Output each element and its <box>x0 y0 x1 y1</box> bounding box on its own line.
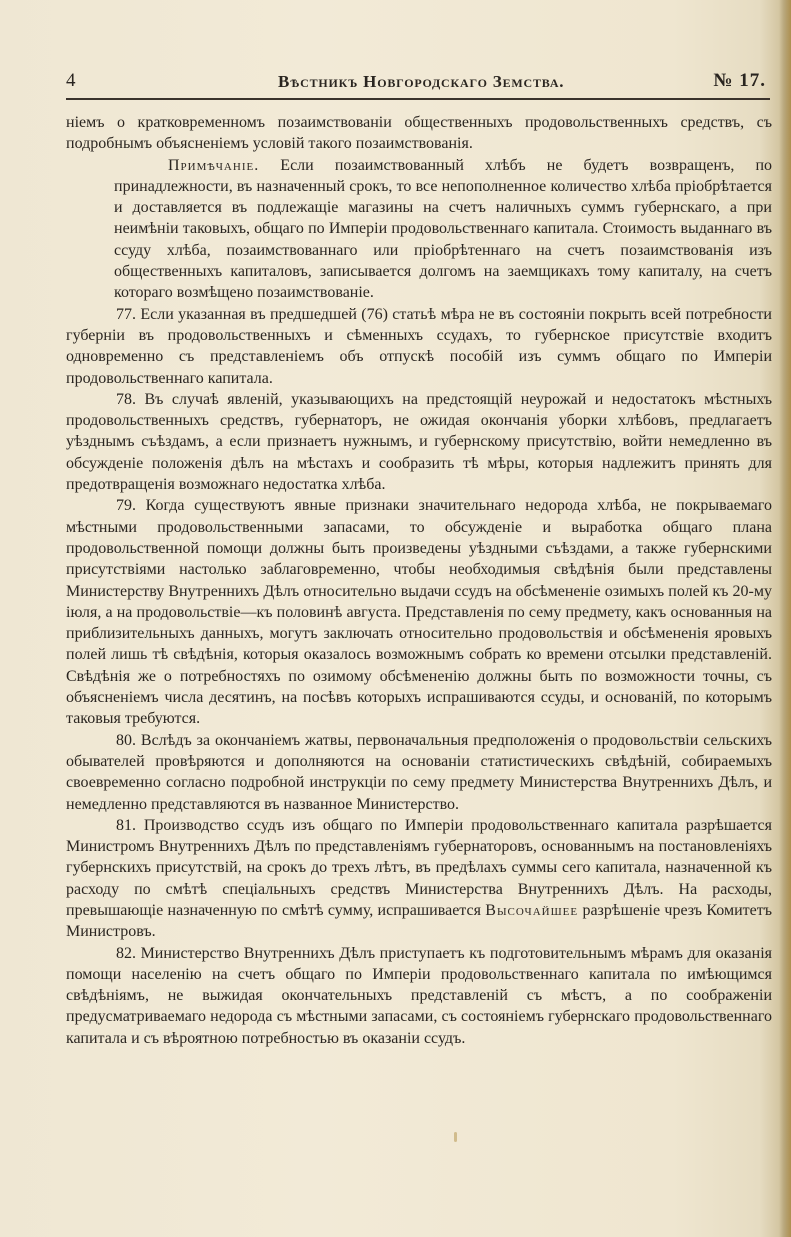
document-body <box>66 112 772 1049</box>
note-text: Если позаимствованный хлѣбъ не будетъ возвращенъ, по принадлежности, въ назначенный срокъ, то все непополненное количество хлѣба пріобрѣтается и доставляется въ подлежащіе магазины на счетъ наличныхъ суммъ губернскаго, а при неимѣніи таковыхъ, общаго по Имперіи продовольственнаго капитала. Стоимость выданнаго въ ссуду хлѣба, позаимствованнаго или пріобрѣтеннаго на счетъ позаимствованія изъ общественныхъ капиталовъ, записывается долгомъ на заемщикахъ тому капиталу, на счетъ котораго возмѣщено позаимствованіе. <box>114 156 772 302</box>
article-79: 79. Когда существуютъ явные признаки значительнаго недорода хлѣба, не покрываемаго мѣстными продовольственными запасами, то обсужденіе и выработка общаго плана продовольственной помощи должны быть произведены уѣздными съѣздами, а также губернскими присутствіями настолько заблаговременно, чтобы необходимыя свѣдѣнія были представлены Министерству Внутреннихъ Дѣлъ относительно выдачи ссудъ на обсѣмененіе озимыхъ полей къ 20-му іюля, а на продовольствіе—къ половинѣ августа. Представленія по сему предмету, какъ основанныя на приблизительныхъ данныхъ, могутъ заключать относительно продовольствія и обсѣмененія яровыхъ полей лишь тѣ свѣдѣнія, которыя оказалось возможнымъ собрать ко времени отсылки представленій. Свѣдѣнія же о потребностяхъ по озимому обсѣмененію должны быть по возможности точны, съ объясненіемъ числа десятинъ, на посѣвъ которыхъ испрашиваются ссуды, и основаній, по которымъ таковыя требуются. <box>66 497 772 728</box>
article-77: 77. Если указанная въ предшедшей (76) статьѣ мѣра не въ состояніи покрыть всей потребности губерніи въ продовольственныхъ и сѣменныхъ ссудахъ, то губернское присутствіе входитъ одновременно съ представленіемъ объ отпускѣ пособій изъ суммъ общаго по Имперіи продовольственнаго капитала. <box>66 305 772 387</box>
page-edge-shadow <box>779 0 791 1237</box>
paragraph-continuation: ніемъ о кратковременномъ позаимствованіи общественныхъ продовольственныхъ средствъ, съ подробнымъ объясненіемъ условій такого позаимствованія. <box>66 114 772 153</box>
article-82: 82. Министерство Внутреннихъ Дѣлъ приступаетъ къ подготовительнымъ мѣрамъ для оказанія помощи населенію на счетъ общаго по Имперіи продовольственнаго капитала по имѣющимся свѣдѣніямъ, не выжидая окончательныхъ представленій съ мѣстъ, а по соображеніи предусматриваемаго недорода съ мѣстными запасами, съ состояніемъ губернскаго продовольственнаго капитала и съ вѣроятною потребностью въ оказаніи ссудъ. <box>66 944 772 1047</box>
note-label: Примѣчаніе. <box>168 156 260 174</box>
article-81-emphasis: Высочайшее <box>485 901 579 919</box>
issue-number: № 17. <box>713 70 766 91</box>
page-number: 4 <box>66 70 76 91</box>
article-78: 78. Въ случаѣ явленій, указывающихъ на предстоящій неурожай и недостатокъ мѣстныхъ продовольственныхъ средствъ, губернаторъ, не ожидая окончанія уборки хлѣбовъ, предлагаетъ уѣзднымъ съѣздамъ, а если признаетъ нужнымъ, и губернскому присутствію, войти немедленно въ обсужденіе положенія дѣлъ на мѣстахъ и сообразить тѣ мѣры, которыя надлежитъ принять для предотвращенія возможнаго недостатка хлѣба. <box>66 390 772 494</box>
article-81-text: 81. Производство ссудъ изъ общаго по Имперіи продовольственнаго капитала разрѣшается Министромъ Внутреннихъ Дѣлъ по представленіямъ губернаторовъ, основаннымъ на постановленіяхъ губернскихъ присутствій, на срокъ до трехъ лѣтъ, въ предѣлахъ суммы сего капитала, назначенной къ расходу по смѣтѣ спеціальныхъ средствъ Министерства Внутреннихъ Дѣлъ. На расходы, превышающіе назначенную по смѣтѣ сумму, испрашивается <box>66 816 772 919</box>
article-81 <box>66 815 772 943</box>
article-80: 80. Вслѣдъ за окончаніемъ жатвы, первоначальныя предположенія о продовольствіи сельскихъ обывателей провѣряются и дополняются на основаніи статистическихъ свѣдѣній, собираемыхъ своевременно согласно подробной инструкціи по сему предмету Министерства Внутреннихъ Дѣлъ, и немедленно представляются въ названное Министерство. <box>66 731 772 813</box>
article-81-end: разрѣшеніе чрезъ Комитетъ Министровъ. <box>66 901 773 941</box>
note-paragraph <box>114 155 772 304</box>
journal-title: Вѣстникъ Новгородскаго Земства. <box>278 72 565 91</box>
paper-speck <box>454 1132 457 1142</box>
page-header <box>66 64 770 100</box>
